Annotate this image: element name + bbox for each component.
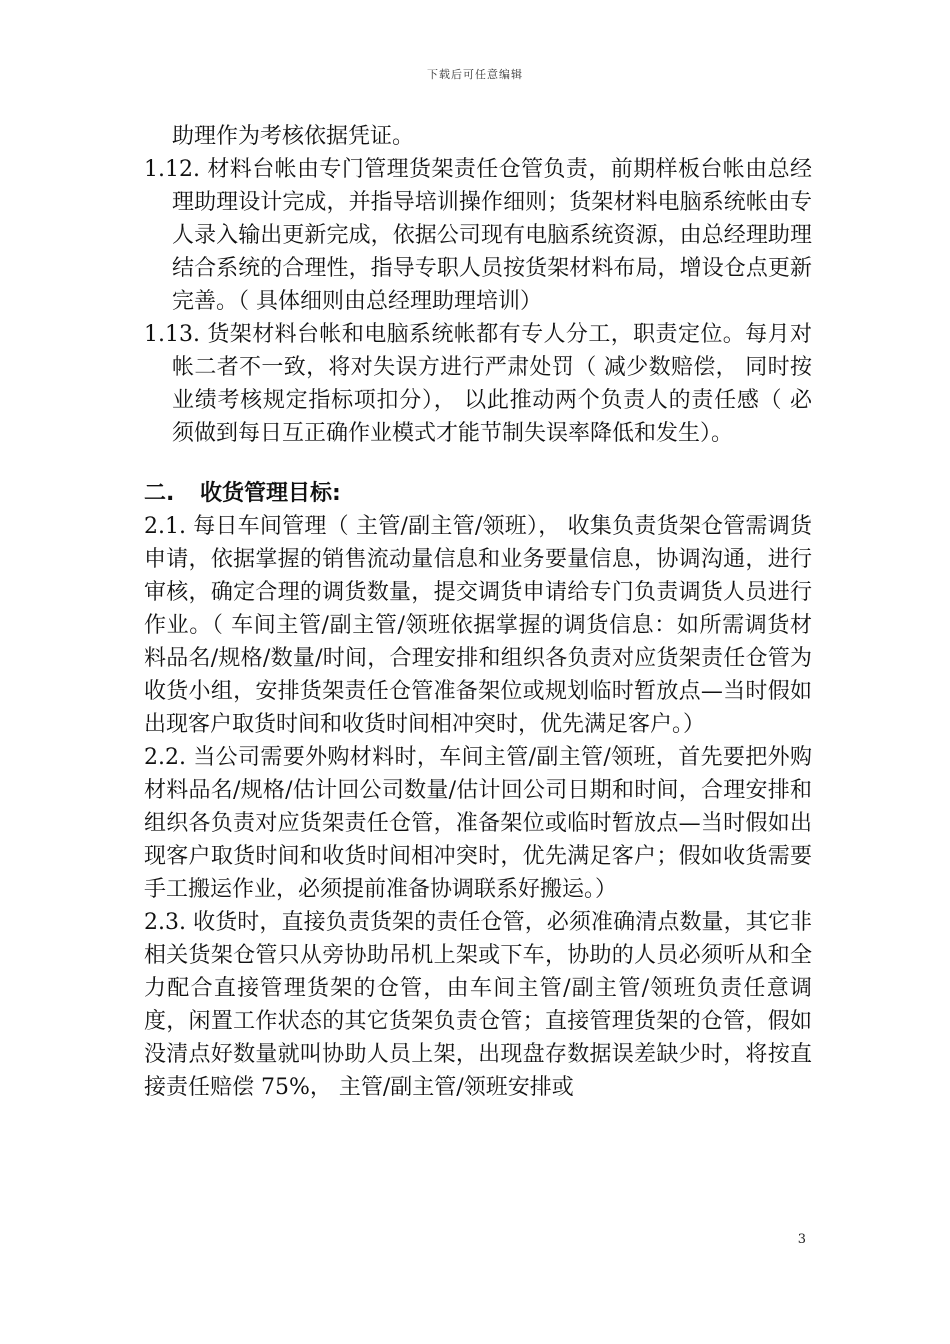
section-heading-two [144, 477, 812, 510]
page-number: 3 [797, 1232, 806, 1247]
paragraph-item-2-1: 2.1. 每日车间管理（ 主管/副主管/领班）， 收集负责货架仓管需调货申请，依据掌握的销售流动量信息和业务要量信息，协调沟通，进行审核，确定合理的调货数量，提交调货申请给专门负责调货人员进行作业。（ 车间主管/副主管/领班依据掌握的调货信息：如所需调货材料品名/规格/数量/时间，合理安排和组织各负责对应货架责任仓管为收货小组，安排货架责任仓管准备架位或规划临时暂放点—当时假如出现客户取货时间和收货时间相冲突时，优先满足客户。） [144, 514, 812, 737]
document-body [144, 120, 812, 1104]
paragraph-item-2-3: 2.3. 收货时，直接负责货架的责任仓管，必须准确清点数量，其它非相关货架仓管只从旁协助吊机上架或下车，协助的人员必须听从和全力配合直接管理货架的仓管，由车间主管/副主管/领班负责任意调度，闲置工作状态的其它货架负责仓管；直接管理货架的仓管，假如没清点好数量就叫协助人员上架，出现盘存数据误差缺少时，将按直接责任赔偿 75%， 主管/副主管/领班安排或 [144, 910, 812, 1100]
page-header: 下载后可任意编辑 [427, 68, 523, 81]
section-number: 二. [144, 481, 175, 506]
paragraph-item-2-2: 2.2. 当公司需要外购材料时，车间主管/副主管/领班，首先要把外购材料品名/规格/估计回公司数量/估计回公司日期和时间，合理安排和组织各负责对应货架责任仓管，准备架位或临时暂放点—当时假如出现客户取货时间和收货时间相冲突时，优先满足客户；假如收货需要手工搬运作业，必须提前准备协调联系好搬运。） [144, 745, 812, 902]
section-title: 收货管理目标: [200, 481, 341, 506]
paragraph-intro-continuation: 助理作为考核依据凭证。 [172, 124, 415, 149]
paragraph-item-1-12: 1.12. 材料台帐由专门管理货架责任仓管负责，前期样板台帐由总经理助理设计完成，并指导培训操作细则；货架材料电脑系统帐由专人录入输出更新完成，依据公司现有电脑系统资源，由总经理助理结合系统的合理性，指导专职人员按货架材料布局，增设仓点更新完善。（ 具体细则由总经理助理培训） [144, 157, 812, 314]
paragraph-item-1-13: 1.13. 货架材料台帐和电脑系统帐都有专人分工，职责定位。每月对帐二者不一致，将对失误方进行严肃处罚（ 减少数赔偿， 同时按业绩考核规定指标项扣分）， 以此推动两个负责人的责任感（ 必须做到每日互正确作业模式才能节制失误率降低和发生）。 [144, 322, 812, 446]
